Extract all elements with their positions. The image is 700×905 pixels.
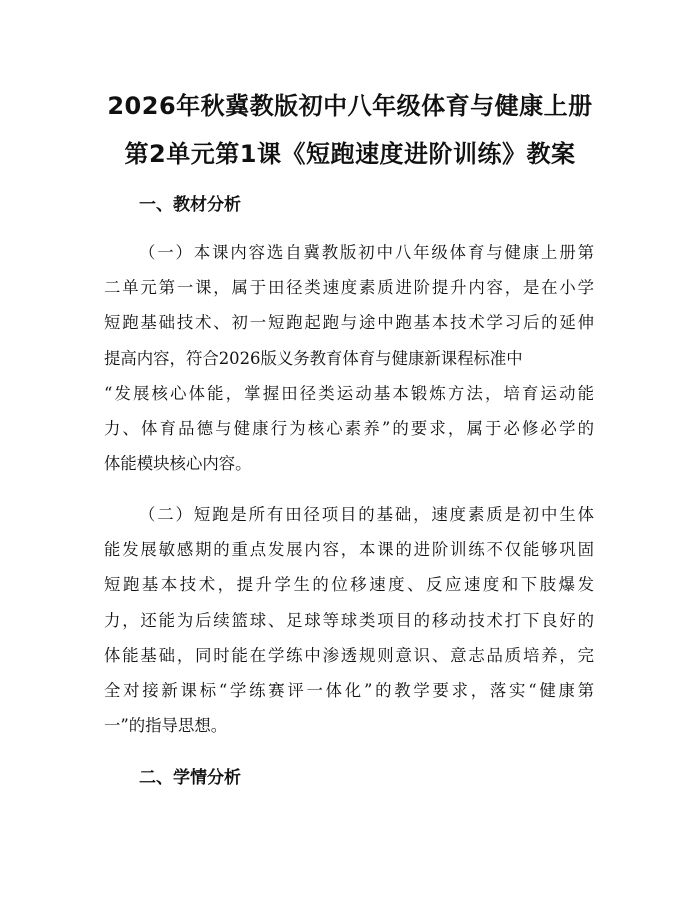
paragraph-line: 短跑基础技术、初一短跑起跑与途中跑基本技术学习后的延伸 xyxy=(104,313,594,333)
paragraph-line: “发展核心体能，掌握田径类运动基本锻炼方法，培育运动能 xyxy=(104,383,594,403)
document-title-line-1: 2026年秋冀教版初中八年级体育与健康上册 xyxy=(107,92,593,120)
section-heading-textbook-analysis: 一、教材分析 xyxy=(139,195,241,215)
paragraph-line: 全对接新课标“学练赛评一体化”的教学要求，落实“健康第 xyxy=(104,681,594,701)
paragraph-2 xyxy=(104,497,594,743)
paragraph-line: 二单元第一课，属于田径类速度素质进阶提升内容，是在小学 xyxy=(104,278,594,298)
paragraph-line: 体能基础，同时能在学练中渗透规则意识、意志品质培养，完 xyxy=(104,645,594,665)
paragraph-line: 力，还能为后续篮球、足球等球类项目的移动技术打下良好的 xyxy=(104,610,594,630)
paragraph-line: 能发展敏感期的重点发展内容，本课的进阶训练不仅能够巩固 xyxy=(104,540,594,560)
paragraph-line: 短跑基本技术，提升学生的位移速度、反应速度和下肢爆发 xyxy=(104,575,594,595)
paragraph-line: 提高内容，符合2026版义务教育体育与健康新课程标准中 xyxy=(104,348,523,368)
paragraph-line: 力、体育品德与健康行为核心素养”的要求，属于必修必学的 xyxy=(104,419,594,439)
section-heading-learner-analysis: 二、学情分析 xyxy=(139,768,241,788)
paragraph-1 xyxy=(104,235,594,481)
paragraph-line: 一”的指导思想。 xyxy=(104,716,228,736)
paragraph-line: 体能模块核心内容。 xyxy=(104,454,252,474)
paragraph-line: （一）本课内容选自冀教版初中八年级体育与健康上册第 xyxy=(139,243,594,262)
document-title-line-2: 第2单元第1课《短跑速度进阶训练》教案 xyxy=(124,140,576,168)
paragraph-line: （二）短跑是所有田径项目的基础，速度素质是初中生体 xyxy=(139,505,594,524)
